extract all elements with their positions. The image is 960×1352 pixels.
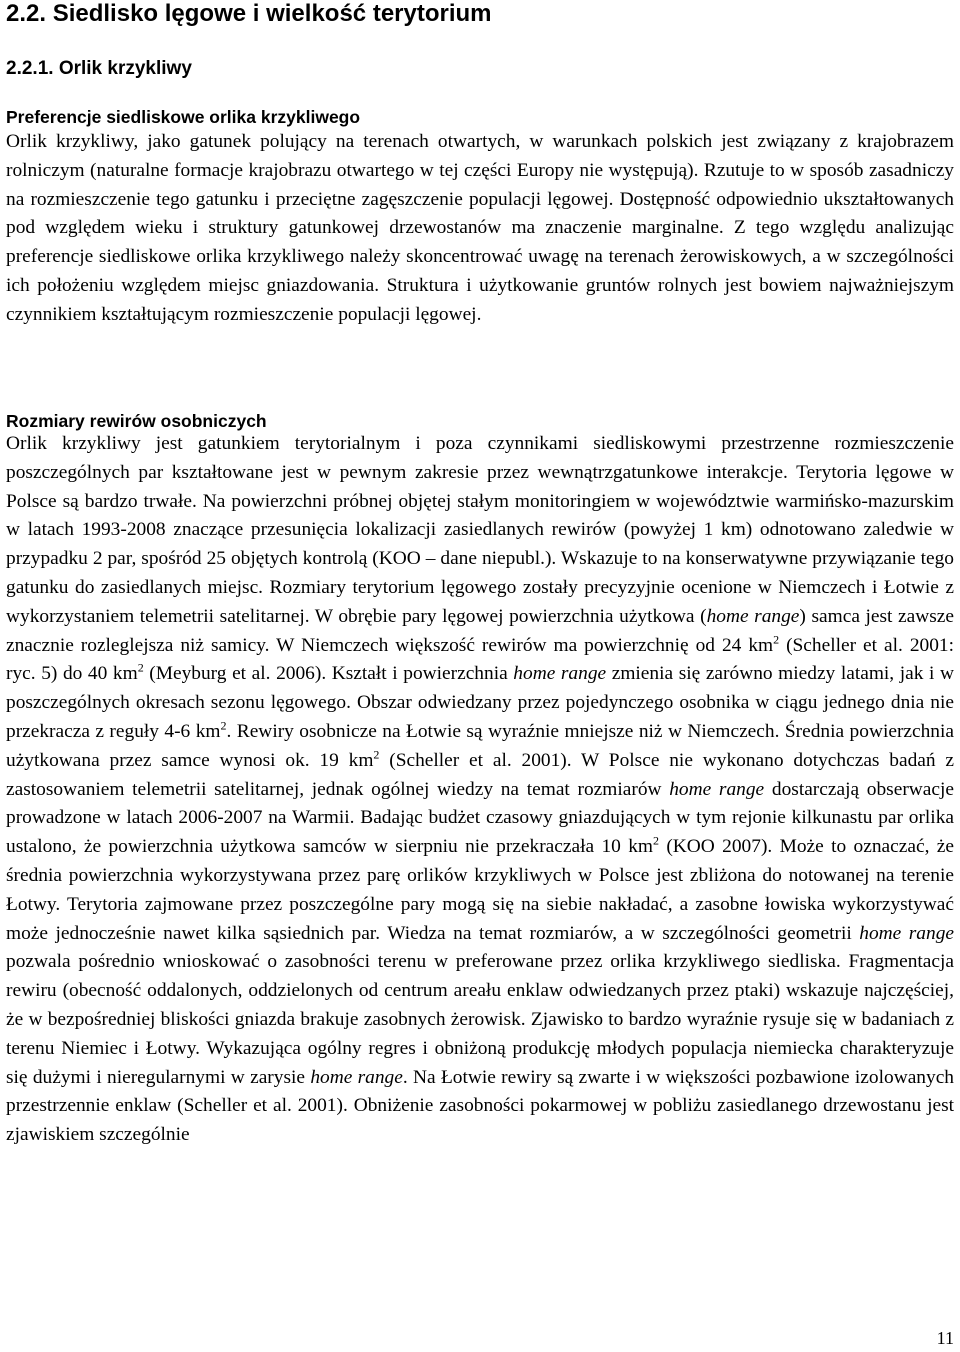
text-segment: . Rewiry osobnicze na Łotwie są wyraźnie mniejsze niż w Niemczech. Średnia powierzchnia użytkowana przez samce wynosi ok. 19 km	[6, 720, 954, 771]
text-segment: (Scheller et al. 2001: ryc. 5) do 40 km	[6, 634, 954, 685]
text-segment: pozwala pośrednio wnioskować o zasobności terenu w preferowane przez orlika krzykliwego siedliska. Fragmentacja rewiru (obecność oddalonych, oddzielonych od centrum areału enklaw odwiedzanych przez ptaki) wskazuje najczęściej, że w bezpośredniej bliskości gniazda brakuje zasobnych żerowisk. Zjawisko to bardzo wyraźnie rysuje się w badaniach z terenu Niemiec i Łotwy. Wykazująca ogólny regres i obniżoną produkcję młodych populacja niemiecka charakteryzuje się dużymi i nieregularnymi w zarysie	[6, 951, 954, 1088]
territory-size-title: Rozmiary rewirów osobniczych	[6, 411, 267, 431]
section-heading: 2.2. Siedlisko lęgowe i wielkość terytorium	[6, 0, 492, 27]
text-segment: ) samca jest zawsze znacznie rozleglejsza niż samicy. W Niemczech większość rewirów ma powierzchnię od 24 km	[6, 605, 955, 656]
text-segment: (KOO 2007). Może to oznaczać, że średnia powierzchnia wykorzystywana przez parę orlików krzykliwych w Polsce jest zbliżona do notowanej na terenie Łotwy. Terytoria zajmowane przez poszczególne pary mogą się na siebie nakładać, a zasobne łowiska wykorzystywać może jednocześnie nawet kilka sąsiednich par. Wiedza na temat rozmiarów, a w szczególności geometrii	[6, 836, 954, 944]
superscript: 2	[773, 632, 780, 647]
text-segment: zmienia się zarówno miedzy latami, jak i w poszczególnych okresach sezonu lęgowego. Obszar odwiedzany przez pojedynczego osobnika w ciągu jednego dnia nie przekracza z reguły 4-6 km	[6, 663, 954, 742]
habitat-preferences-title: Preferencje siedliskowe orlika krzykliwego	[6, 107, 361, 127]
superscript: 2	[373, 747, 380, 762]
text-segment: Orlik krzykliwy jest gatunkiem terytorialnym i poza czynnikami siedliskowymi przestrzenne rozmieszczenie poszczególnych par kształtowane jest w pewnym zakresie przez wewnątrzgatunkowe interakcje. Terytoria lęgowe w Polsce są bardzo trwałe. Na powierzchni próbnej objętej stałym monitoringiem w województwie warmińsko-mazurskim w latach 1993-2008 znaczące przesunięcia lokalizacji zasiedlanych rewirów (powyżej 1 km) odnotowano zaledwie w przypadku 2 par, spośród 25 objętych kontrolą (KOO – dane niepubl.). Wskazuje to na konserwatywne przywiązanie tego gatunku do zasiedlanych miejsc. Rozmiary terytorium lęgowego zostały precyzyjnie ocenione w Niemczech i Łotwie z wykorzystaniem telemetrii satelitarnej. W obrębie pary lęgowej powierzchnia użytkowa (	[6, 433, 954, 627]
text-segment: dostarczają obserwacje prowadzone w latach 2006-2007 na Warmii. Badając budżet czasowy gniazdujących w tym rejonie kilkunastu par orlika ustalono, że powierzchnia użytkowa samców w sierpniu nie przekraczała 10 km	[6, 778, 954, 858]
text-segment: . Na Łotwie rewiry są zwarte i w większości pozbawione izolowanych przestrzennie enklaw (Scheller et al. 2001). Obniżenie zasobności pokarmowej w pobliżu zasiedlanego drzewostanu jest zjawiskiem szczególnie	[6, 1066, 954, 1146]
superscript: 2	[220, 718, 227, 733]
habitat-preferences-paragraph: Orlik krzykliwy, jako gatunek polujący na terenach otwartych, w warunkach polskich jest związany z krajobrazem rolniczym (naturalne formacje krajobrazu otwartego w tej części Europy nie występują). Rzutuje to w sposób zasadniczy na rozmieszczenie tego gatunku i przeciętne zagęszczenie populacji lęgowej. Dostępność odpowiednio ukształtowanych pod względem wieku i struktury gatunkowej drzewostanów ma znaczenie marginalne. Z tego względu analizując preferencje siedliskowe orlika krzykliwego należy skoncentrować uwagę na terenach żerowiskowych, a w szczególności ich położeniu względem miejsc gniazdowania. Struktura i użytkowanie gruntów rolnych jest bowiem najważniejszym czynnikiem kształtującym rozmieszczenie populacji lęgowej.	[6, 131, 954, 325]
italic-term: home range	[706, 605, 800, 627]
italic-term: home range	[859, 922, 954, 944]
page-number: 11	[936, 1328, 954, 1348]
italic-term: home range	[669, 778, 765, 800]
superscript: 2	[137, 660, 144, 675]
italic-term: home range	[513, 663, 607, 685]
superscript: 2	[652, 833, 659, 848]
text-segment: (Scheller et al. 2001). W Polsce nie wykonano dotychczas badań z zastosowaniem telemetrii satelitarnej, jednak ogólnej wiedzy na temat rozmiarów	[6, 749, 955, 800]
subsection-heading: 2.2.1. Orlik krzykliwy	[6, 58, 192, 79]
territory-size-paragraph	[6, 430, 954, 1150]
text-segment: (Meyburg et al. 2006). Kształt i powierzchnia	[143, 663, 514, 685]
italic-term: home range	[310, 1066, 403, 1088]
